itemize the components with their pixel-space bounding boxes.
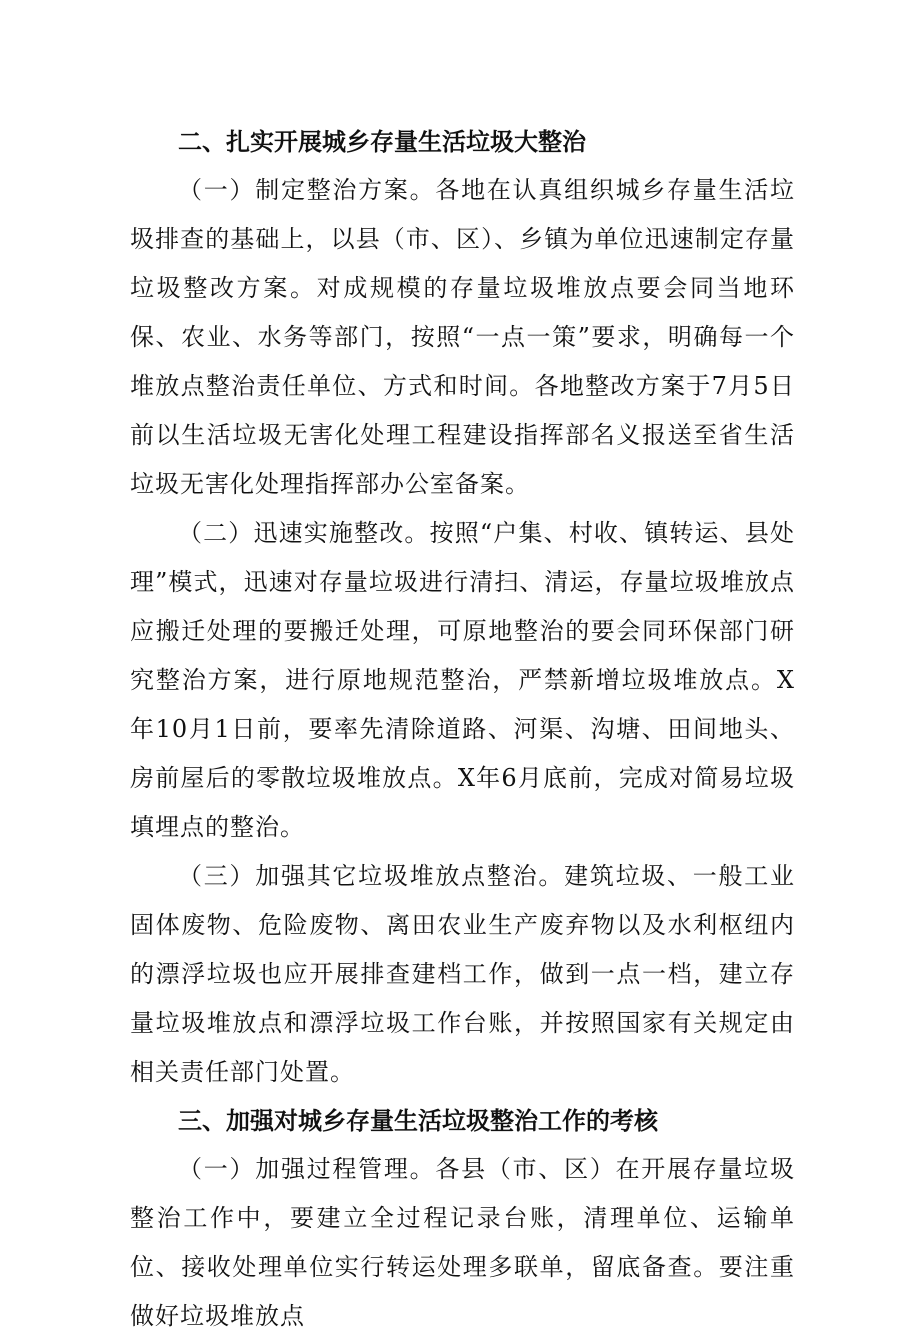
paragraph-process-management: （一）加强过程管理。各县（市、区）在开展存量垃圾整治工作中，要建立全过程记录台账，清理单位、运输单位、接收处理单位实行转运处理多联单，留底备查。要注重做好垃圾堆放点 — [130, 1155, 795, 1330]
section-heading-2: 二、扎实开展城乡存量生活垃圾大整治 — [178, 128, 586, 156]
section-heading-3: 三、加强对城乡存量生活垃圾整治工作的考核 — [178, 1107, 658, 1135]
paragraph-other-dump-sites: （三）加强其它垃圾堆放点整治。建筑垃圾、一般工业固体废物、危险废物、离田农业生产废弃物以及水利枢纽内的漂浮垃圾也应开展排查建档工作，做到一点一档，建立存量垃圾堆放点和漂浮垃圾工作台账，并按照国家有关规定由相关责任部门处置。 — [130, 862, 795, 1086]
paragraph-formulate-plan: （一）制定整治方案。各地在认真组织城乡存量生活垃圾排查的基础上，以县（市、区）、乡镇为单位迅速制定存量垃圾整改方案。对成规模的存量垃圾堆放点要会同当地环保、农业、水务等部门，按照“一点一策”要求，明确每一个堆放点整治责任单位、方式和时间。各地整改方案于7月5日前以生活垃圾无害化处理工程建设指挥部名义报送至省生活垃圾无害化处理指挥部办公室备案。 — [130, 176, 795, 498]
document-body — [130, 118, 795, 1341]
paragraph-implement-rectification: （二）迅速实施整改。按照“户集、村收、镇转运、县处理”模式，迅速对存量垃圾进行清扫、清运，存量垃圾堆放点应搬迁处理的要搬迁处理，可原地整治的要会同环保部门研究整治方案，进行原地规范整治，严禁新增垃圾堆放点。X年10月1日前，要率先清除道路、河渠、沟塘、田间地头、房前屋后的零散垃圾堆放点。X年6月底前，完成对简易垃圾填埋点的整治。 — [130, 519, 795, 841]
